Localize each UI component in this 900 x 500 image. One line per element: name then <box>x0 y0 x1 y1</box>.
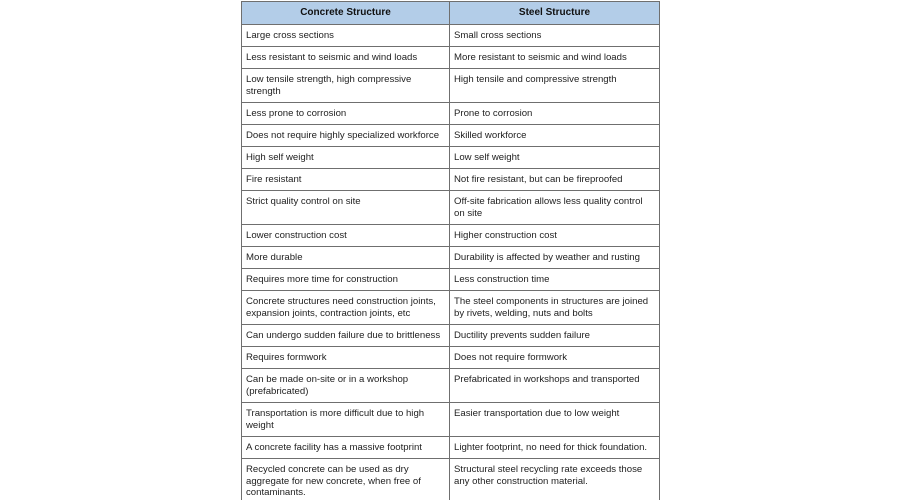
table-row <box>242 369 660 403</box>
concrete-cell: More durable <box>242 247 450 269</box>
steel-cell: Lighter footprint, no need for thick foundation. <box>450 437 660 459</box>
concrete-cell: Large cross sections <box>242 25 450 47</box>
concrete-cell: Transportation is more difficult due to high weight <box>242 403 450 437</box>
table-row <box>242 291 660 325</box>
concrete-cell: Requires more time for construction <box>242 269 450 291</box>
concrete-cell: Concrete structures need construction joints, expansion joints, contraction joints, etc <box>242 291 450 325</box>
table-row <box>242 47 660 69</box>
table-row <box>242 125 660 147</box>
steel-cell: Higher construction cost <box>450 225 660 247</box>
steel-cell: Prefabricated in workshops and transported <box>450 369 660 403</box>
concrete-cell: Lower construction cost <box>242 225 450 247</box>
table-row <box>242 25 660 47</box>
table-row <box>242 459 660 500</box>
table-row <box>242 437 660 459</box>
steel-cell: Not fire resistant, but can be fireproofed <box>450 169 660 191</box>
steel-cell: Structural steel recycling rate exceeds those any other construction material. <box>450 459 660 500</box>
concrete-cell: Requires formwork <box>242 347 450 369</box>
table-row <box>242 103 660 125</box>
steel-cell: The steel components in structures are joined by rivets, welding, nuts and bolts <box>450 291 660 325</box>
steel-cell: Less construction time <box>450 269 660 291</box>
steel-cell: Ductility prevents sudden failure <box>450 325 660 347</box>
table-row <box>242 147 660 169</box>
concrete-cell: Can be made on-site or in a workshop (prefabricated) <box>242 369 450 403</box>
table-row <box>242 403 660 437</box>
steel-cell: Skilled workforce <box>450 125 660 147</box>
table-row <box>242 325 660 347</box>
header-concrete: Concrete Structure <box>242 2 450 25</box>
table-row <box>242 347 660 369</box>
concrete-cell: Can undergo sudden failure due to brittleness <box>242 325 450 347</box>
concrete-cell: A concrete facility has a massive footprint <box>242 437 450 459</box>
table-row <box>242 191 660 225</box>
steel-cell: More resistant to seismic and wind loads <box>450 47 660 69</box>
concrete-cell: Less prone to corrosion <box>242 103 450 125</box>
table-row <box>242 69 660 103</box>
steel-cell: Durability is affected by weather and rusting <box>450 247 660 269</box>
concrete-cell: Strict quality control on site <box>242 191 450 225</box>
concrete-cell: Less resistant to seismic and wind loads <box>242 47 450 69</box>
header-steel: Steel Structure <box>450 2 660 25</box>
steel-cell: Off-site fabrication allows less quality control on site <box>450 191 660 225</box>
comparison-table <box>241 1 660 500</box>
concrete-cell: Fire resistant <box>242 169 450 191</box>
table-row <box>242 169 660 191</box>
concrete-cell: Recycled concrete can be used as dry aggregate for new concrete, when free of contaminants. <box>242 459 450 500</box>
steel-cell: Does not require formwork <box>450 347 660 369</box>
concrete-cell: Does not require highly specialized workforce <box>242 125 450 147</box>
steel-cell: High tensile and compressive strength <box>450 69 660 103</box>
table-row <box>242 269 660 291</box>
concrete-cell: Low tensile strength, high compressive strength <box>242 69 450 103</box>
table-row <box>242 225 660 247</box>
header-row <box>242 2 660 25</box>
steel-cell: Easier transportation due to low weight <box>450 403 660 437</box>
table-row <box>242 247 660 269</box>
steel-cell: Small cross sections <box>450 25 660 47</box>
steel-cell: Prone to corrosion <box>450 103 660 125</box>
steel-cell: Low self weight <box>450 147 660 169</box>
concrete-cell: High self weight <box>242 147 450 169</box>
